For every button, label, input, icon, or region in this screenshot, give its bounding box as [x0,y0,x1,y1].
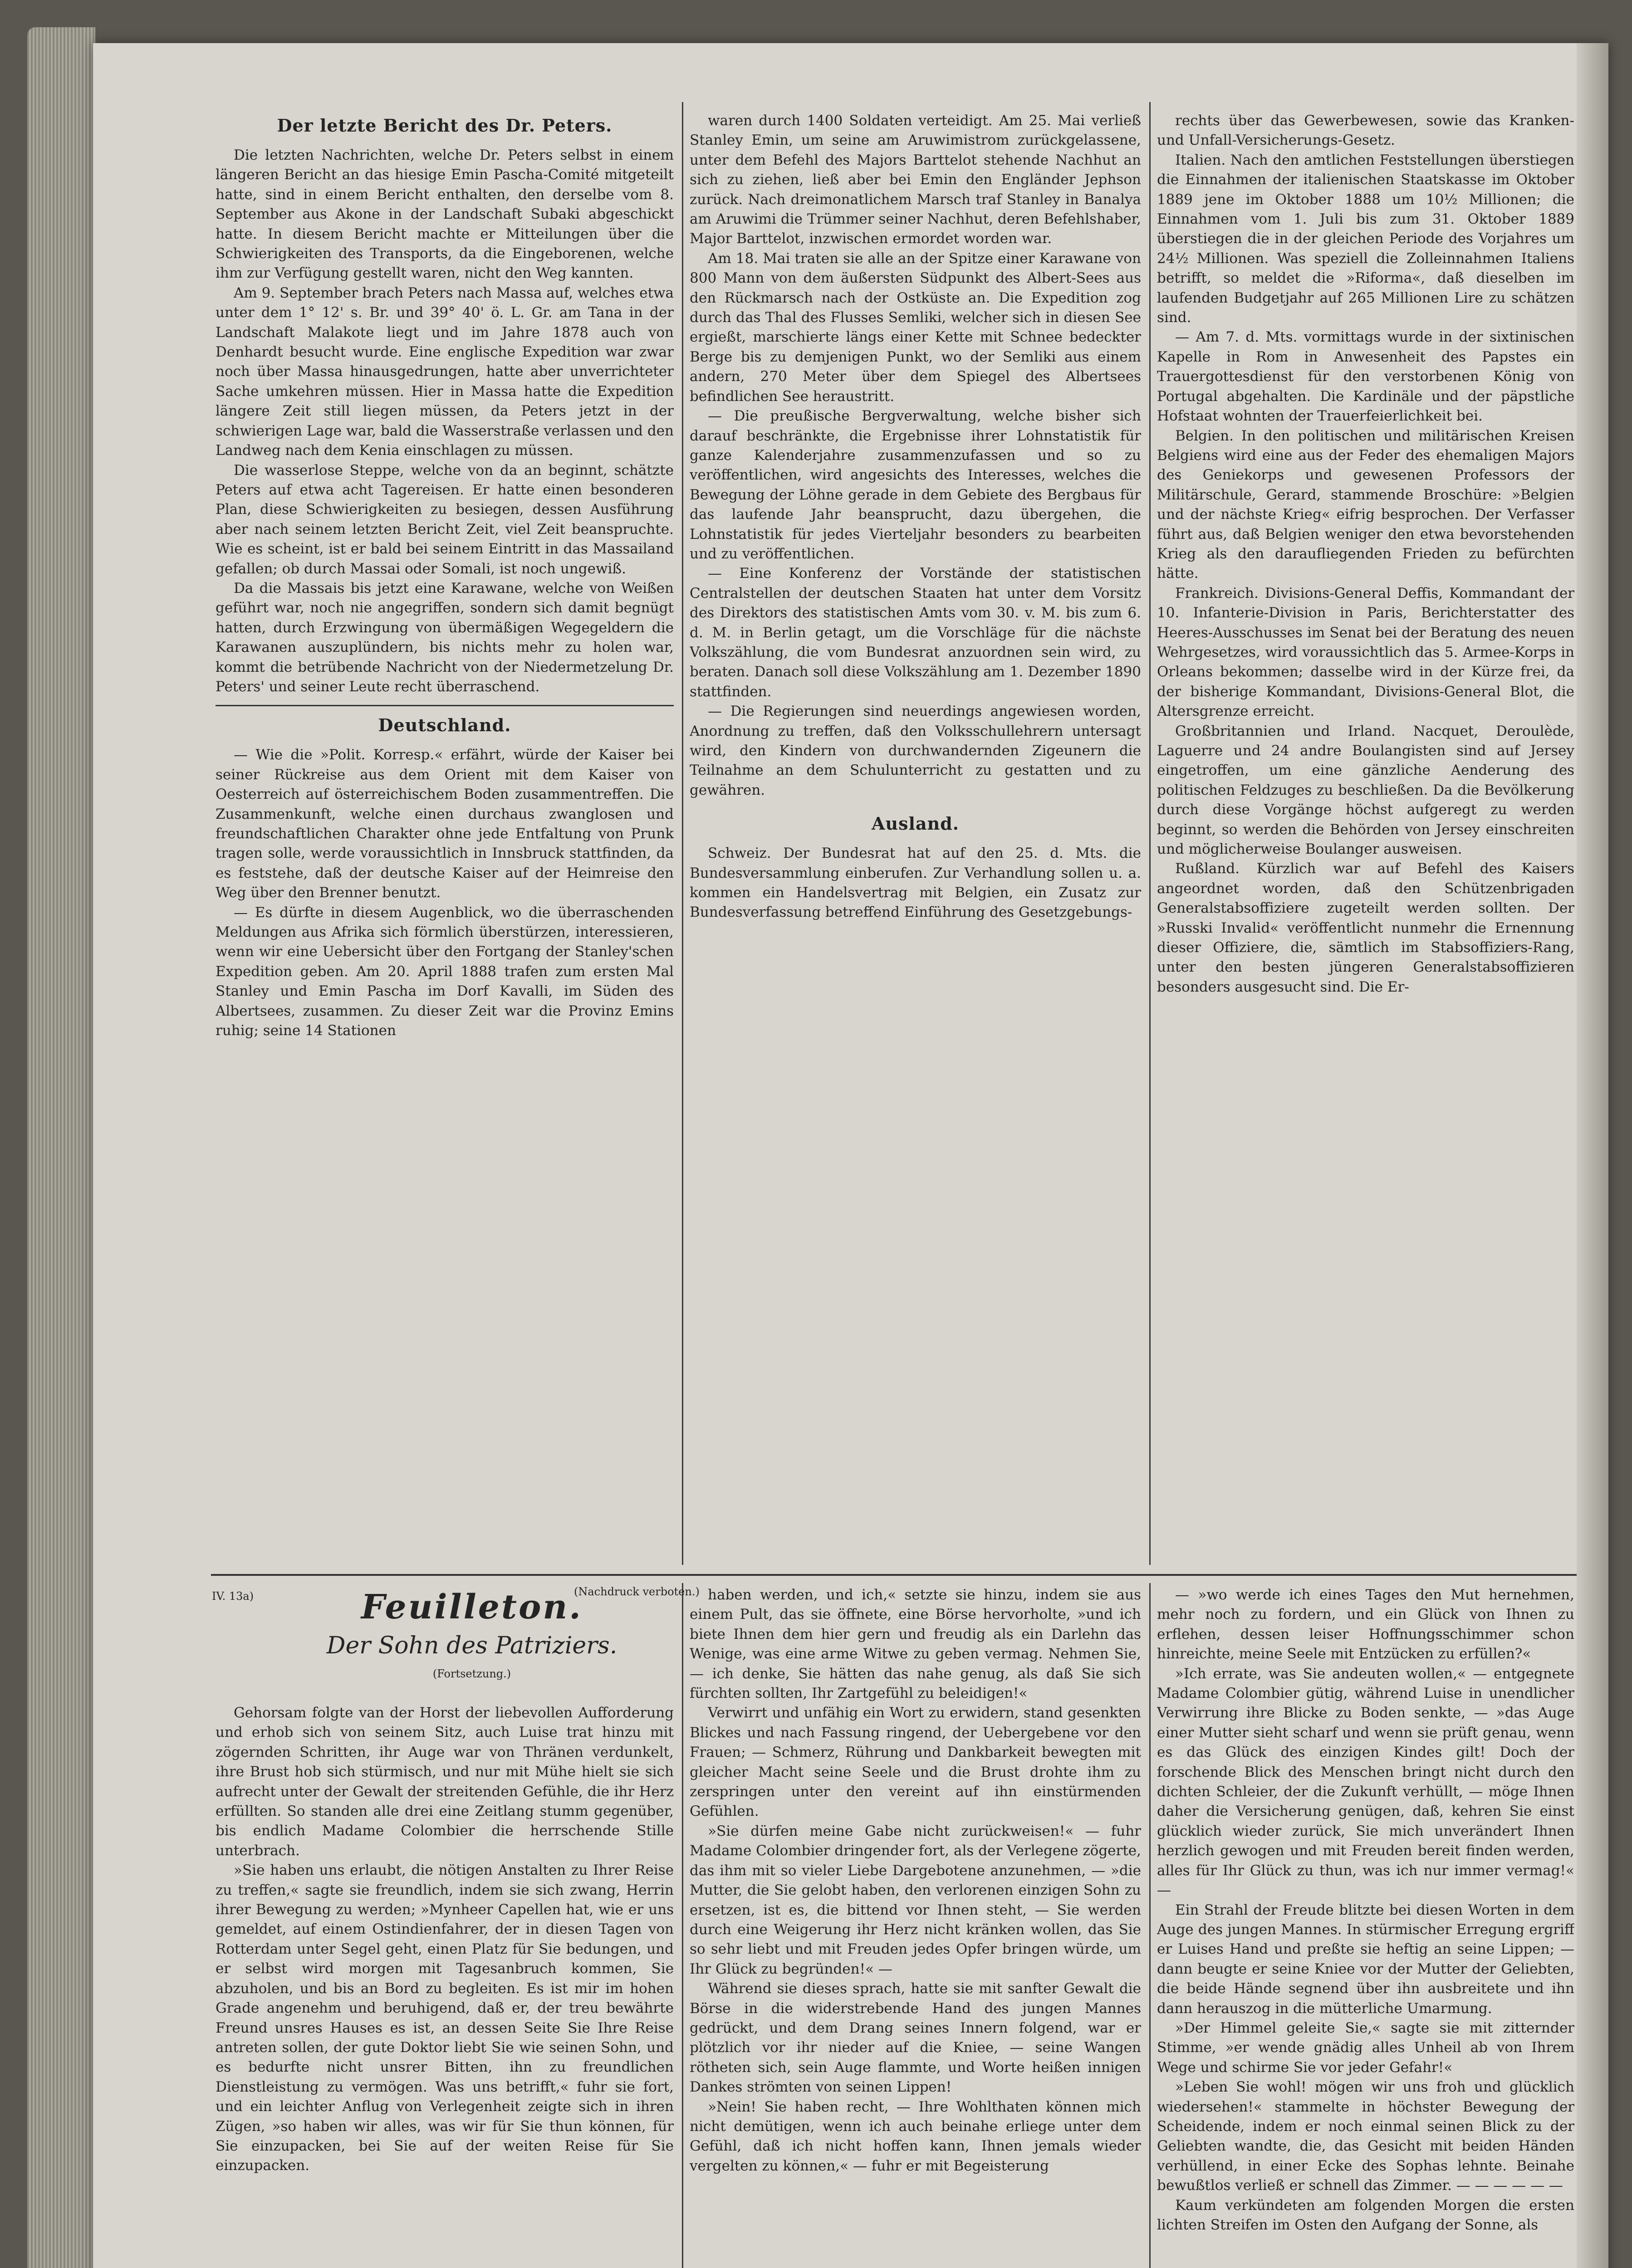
paragraph: rechts über das Gewerbewesen, sowie das Kranken- und Unfall-Versicherungs-Gesetz. [1157,112,1574,149]
paragraph: Ein Strahl der Freude blitzte bei diesen Worten in dem Auge des jungen Mannes. In stürmischer Erregung ergriff er Luises Hand und preßte sie heftig an seine Lippen; — dann beugte er seine Kniee vor der Mutter der Geliebten, die beide Hände segnend über ihn ausbreitete und ihn dann herauszog in die mütterliche Umarmung. [1157,1901,1574,2017]
story-title: Der Sohn des Patriziers. [326,1632,618,1659]
section-separator [216,705,674,706]
paragraph: »Leben Sie wohl! mögen wir uns froh und glücklich wiedersehen!« stammelte in höchster Bewegung der Scheidende, indem er noch einmal seinen Blick zu der Geliebten wandte, die, das Gesicht mit beiden Händen verhüllend, in einer Ecke des Sophas lehnte. Beinahe bewußtlos verließ er schnell das Zimmer. — — — — — — [1157,2079,1574,2194]
article-title-peters: Der letzte Bericht des Dr. Peters. [277,115,613,136]
paragraph: — Die Regierungen sind neuerdings angewiesen worden, Anordnung zu treffen, daß den Volksschullehrern untersagt wird, den Kindern von durchwandernden Zigeunern die Teilnahme an dem Schulunterricht zu gestatten und zu gewähren. [690,703,1141,798]
newspaper-page [93,43,1608,2268]
paragraph: haben werden, und ich,« setzte sie hinzu, indem sie aus einem Pult, das sie öffnete, eine Börse hervorholte, »und ich biete Ihnen dem hier gern und freudig als ein Darlehn das Wenige, was eine arme Witwe zu geben vermag. Nehmen Sie, — ich denke, Sie hätten das nahe genug, als daß Sie sich fürchten sollten, Ihr Zartgefühl zu beleidigen!« [690,1587,1141,1702]
paragraph: — »wo werde ich eines Tages den Mut hernehmen, mehr noch zu fordern, und ein Glück von Ihnen zu erflehen, dessen leiser Hoffnungsschimmer schon hinreichte, meine Seele mit Entzücken zu erfüllen?« [1157,1587,1574,1662]
column-1 [216,111,674,1563]
feuilleton-column-3 [1157,1585,1574,2268]
column-rule [682,1583,683,2268]
section-head-ausland: Ausland. [872,813,959,834]
paragraph: — Es dürfte in diesem Augenblick, wo die überraschenden Meldungen aus Afrika sich förmlich überstürzen, interessieren, wenn wir eine Uebersicht über den Fortgang der Stanley'schen Expedition geben. Am 20. April 1888 trafen zum ersten Mal Stanley und Emin Pascha im Dorf Kavalli, im Süden des Albertsees, zusammen. Zu dieser Zeit war die Provinz Emins ruhig; seine 14 Stationen [216,904,674,1039]
paragraph: Rußland. Kürzlich war auf Befehl des Kaisers angeordnet worden, daß den Schützenbrigaden Generalstabsoffiziere zugeteilt werden sollten. Der »Russki Invalid« veröffentlicht nunmehr die Ernennung dieser Offiziere, die, sämtlich im Stabsoffiziers-Rang, unter den besten jüngeren Generalstabsoffizieren besonders ausgesucht sind. Die Er- [1157,860,1574,995]
column-rule [1149,102,1151,1565]
reprint-note: (Nachdruck verboten.) [574,1585,700,1598]
paragraph: Verwirrt und unfähig ein Wort zu erwidern, stand gesenkten Blickes und nach Fassung ringend, der Uebergebene vor den Frauen; — Schmerz, Rührung und Dankbarkeit bewegten mit gleicher Macht seine Seele und die Brust drohte ihm zu zerspringen unter den vereint auf ihn einstürmenden Gefühlen. [690,1705,1141,1820]
paragraph: Am 9. September brach Peters nach Massa auf, welches etwa unter dem 1° 12' s. Br. und 39° 40' ö. L. Gr. am Tana in der Landschaft Malakote liegt und im Jahre 1878 auch von Denhardt besucht wurde. Eine englische Expedition war zwar noch über Massa hinausgedrungen, hatte aber unverrichteter Sache umkehren müssen. Hier in Massa hatte die Expedition längere Zeit still liegen müssen, da Peters jetzt in der schwierigen Lage war, bald die Wasserstraße verlassen und den Landweg nach dem Kenia einschlagen zu müssen. [216,284,674,459]
paragraph: Kaum verkündeten am folgenden Morgen die ersten lichten Streifen im Osten den Aufgang der Sonne, als [1157,2197,1574,2233]
paragraph: Italien. Nach den amtlichen Feststellungen überstiegen die Einnahmen der italienischen Staatskasse im Oktober 1889 jene im Oktober 1888 um 10½ Millionen; die Einnahmen vom 1. Juli bis zum 31. Oktober 1889 überstiegen die in der gleichen Periode des Vorjahres um 24½ Millionen. Was speziell die Zolleinnahmen Italiens betrifft, so meldet die »Riforma«, daß dieselben im laufenden Budgetjahr auf 265 Millionen Lire zu schätzen sind. [1157,152,1574,326]
paragraph: »Nein! Sie haben recht, — Ihre Wohlthaten können mich nicht demütigen, wenn ich auch beinahe erliege unter dem Gefühl, daß ich nicht hoffen kann, Ihnen jemals wieder vergelten zu können,« — fuhr er mit Begeisterung [690,2098,1141,2174]
paragraph: Großbritannien und Irland. Nacquet, Deroulède, Laguerre und 24 andre Boulangisten sind auf Jersey eingetroffen, um eine gänzliche Aenderung des politischen Feldzuges zu beschließen. Da die Bevölkerung durch diese Vorgänge höchst aufgeregt zu werden beginnt, so werden die Behörden von Jersey einschreiten und möglicherweise Boulanger ausweisen. [1157,723,1574,858]
continued-note: (Fortsetzung.) [432,1667,511,1680]
paragraph: Die letzten Nachrichten, welche Dr. Peters selbst in einem längeren Bericht an das hiesige Emin Pascha-Comité mitgeteilt hatte, sind in einem Bericht enthalten, den derselbe vom 8. September aus Akone in der Landschaft Subaki abgeschickt hatte. In diesem Bericht machte er Mitteilungen über die Schwierigkeiten des Transports, da die Eingeborenen, welche ihm zur Verfügung gestellt waren, nicht den Weg kannten. [216,147,674,282]
paragraph: Die wasserlose Steppe, welche von da an beginnt, schätzte Peters auf etwa acht Tagereisen. Er hatte einen besonderen Plan, diese Schwierigkeiten zu besiegen, dessen Ausführung aber nach seinem letzten Bericht Zeit, viel Zeit beanspruchte. Wie es scheint, ist er bald bei seinem Eintritt in das Massailand gefallen; ob durch Massai oder Somali, ist noch ungewiß. [216,462,674,577]
column-2 [690,111,1141,1563]
page-gutter-shadow [1577,43,1608,2268]
paragraph: Da die Massais bis jetzt eine Karawane, welche von Weißen geführt war, noch nie angegriffen, sondern sich damit begnügt hatten, durch Erzwingung von übermäßigen Wegegeldern die Karawanen auszuplündern, bis nichts mehr zu holen war, kommt die betrübende Nachricht von der Niedermetzelung Dr. Peters' und seiner Leute recht überraschend. [216,580,674,695]
feuilleton-header [216,1588,728,1680]
paragraph: »Sie haben uns erlaubt, die nötigen Anstalten zu Ihrer Reise zu treffen,« sagte sie freundlich, indem sie sich zwang, Herrin ihrer Bewegung zu werden; »Mynheer Capellen hat, wie er uns gemeldet, auf einem Ostindienfahrer, der in diesen Tagen von Rotterdam unter Segel geht, einen Platz für Sie bedungen, und er selbst wird morgen mit Tagesanbruch kommen, Sie abzuholen, und bis an Bord zu begleiten. Es ist mir im hohen Grade angenehm und beruhigend, daß er, der treu bewährte Freund unsres Hauses es ist, an dessen Seite Sie Ihre Reise antreten sollen, der gute Doktor liebt Sie wie seinen Sohn, und es bedurfte nicht unsrer Bitten, ihn zu freundlichen Dienstleistung zu vermögen. Was uns betrifft,« fuhr sie fort, und ein leichter Anflug von Verlegenheit zeigte sich in ihren Zügen, »so haben wir alles, was wir für Sie thun können, für Sie einzupacken, bei Sie auf der weiten Reise für Sie einzupacken. [216,1862,674,2174]
paragraph: »Sie dürfen meine Gabe nicht zurückweisen!« — fuhr Madame Colombier dringender fort, als der Verlegene zögerte, das ihm mit so vieler Liebe Dargebotene anzunehmen, — »die Mutter, die Sie gelobt haben, den verlorenen einzigen Sohn zu ersetzen, ist es, die bittend vor Ihnen steht, — Sie werden durch eine Weigerung ihr Herz nicht kränken wollen, das Sie so sehr liebt und mit Freuden jedes Opfer bringen würde, um Ihr Glück zu begründen!« — [690,1823,1141,1977]
feuilleton-divider [211,1574,1577,1576]
section-head-deutschland: Deutschland. [378,715,511,736]
feuilleton-column-1 [216,1703,674,2268]
book-page-edges [27,27,95,2268]
paragraph: Am 18. Mai traten sie alle an der Spitze einer Karawane von 800 Mann von dem äußersten Südpunkt des Albert-Sees aus den Rückmarsch nach der Ostküste an. Die Expedition zog durch das Thal des Flusses Semliki, welcher sich in diesen See ergießt, marschierte längs einer Kette mit Schnee bedeckter Berge bis zu demjenigen Punkt, wo der Semliki aus einem andern, 270 Meter über dem Spiegel des Albertsees befindlichen See heraustritt. [690,250,1141,405]
paragraph: — Am 7. d. Mts. vormittags wurde in der sixtinischen Kapelle in Rom in Anwesenheit des Papstes ein Trauergottesdienst für den verstorbenen König von Portugal abgehalten. Die Kardinäle und der päpstliche Hofstaat wohnten der Trauerfeierlichkeit bei. [1157,329,1574,425]
column-rule [1149,1583,1151,2268]
paragraph: waren durch 1400 Soldaten verteidigt. Am 25. Mai verließ Stanley Emin, um seine am Aruwimistrom zurückgelassene, unter dem Befehl des Majors Barttelot stehende Nachhut an sich zu ziehen, ließ aber bei Emin den Engländer Jephson zurück. Nach dreimonatlichem Marsch traf Stanley in Banalya am Aruwimi die Trümmer seiner Nachhut, deren Befehlshaber, Major Barttelot, inzwischen ermordet worden war. [690,112,1141,247]
column-rule [682,102,683,1565]
paragraph: Gehorsam folgte van der Horst der liebevollen Aufforderung und erhob sich von seinem Sitz, auch Luise trat hinzu mit zögernden Schritten, ihr Auge war von Thränen verdunkelt, ihre Brust hob sich stürmisch, und nur mit Mühe hielt sie sich aufrecht unter der Gewalt der streitenden Gefühle, die ihr Herz erfüllten. So standen alle drei eine Zeitlang stumm gegenüber, bis endlich Madame Colombier die herrschende Stille unterbrach. [216,1705,674,1859]
paragraph: »Ich errate, was Sie andeuten wollen,« — entgegnete Madame Colombier gütig, während Luise in unendlicher Verwirrung ihre Blicke zu Boden senkte, — »das Auge einer Mutter sieht scharf und wenn sie prüft genau, wenn es das Glück des einzigen Kindes gilt! Doch der forschende Blick des Menschen bringt nicht durch den dichten Schleier, der die Zukunft verhüllt, — möge Ihnen daher die Versicherung genügen, daß, kehren Sie einst glücklich wieder zurück, Sie mich unverändert Ihnen herzlich gewogen und mit Freuden bereit finden werden, alles für Ihr Glück zu thun, was ich nur immer vermag!« — [1157,1665,1574,1899]
issue-tag: IV. 13a) [212,1590,254,1603]
feuilleton-column-2 [690,1585,1141,2268]
feuilleton-title: Feuilleton. [361,1588,583,1627]
paragraph: Schweiz. Der Bundesrat hat auf den 25. d. Mts. die Bundesversammlung einberufen. Zur Verhandlung sollen u. a. kommen ein Handelsvertrag mit Belgien, ein Zusatz zur Bundesverfassung betreffend Einführung des Gesetzgebungs- [690,845,1141,921]
paragraph: »Der Himmel geleite Sie,« sagte sie mit zitternder Stimme, »er wende gnädig alles Unheil ab von Ihrem Wege und schirme Sie vor jeder Gefahr!« [1157,2019,1574,2076]
paragraph: — Die preußische Bergverwaltung, welche bisher sich darauf beschränkte, die Ergebnisse ihrer Lohnstatistik für ganze Kalenderjahre zusammenzufassen und so zu veröffentlichen, wird angesichts des Interesses, welches die Bewegung der Löhne gerade in dem Gebiete des Bergbaus für das laufende Jahr beansprucht, dazu übergehen, die Lohnstatistik für jedes Vierteljahr besonders zu bearbeiten und zu veröffentlichen. [690,408,1141,562]
column-3 [1157,111,1574,1563]
paragraph: Während sie dieses sprach, hatte sie mit sanfter Gewalt die Börse in die widerstrebende Hand des jungen Mannes gedrückt, und dem Drang seines Innern folgend, war er plötzlich vor ihr nieder auf die Kniee, — seine Wangen rötheten sich, sein Auge flammte, und Worte heißen innigen Dankes strömten von seinen Lippen! [690,1980,1141,2096]
paragraph: — Eine Konferenz der Vorstände der statistischen Centralstellen der deutschen Staaten hat unter dem Vorsitz des Direktors des statistischen Amts vom 30. v. M. bis zum 6. d. M. in Berlin getagt, um die Vorschläge für die nächste Volkszählung, die vom Bundesrat anzuordnen sein wird, zu beraten. Danach soll diese Volkszählung am 1. Dezember 1890 stattfinden. [690,565,1141,700]
paragraph: Frankreich. Divisions-General Deffis, Kommandant der 10. Infanterie-Division in Paris, Berichterstatter des Heeres-Ausschusses im Senat bei der Beratung des neuen Wehrgesetzes, wird voraussichtlich das 5. Armee-Korps in Orleans bekommen; dasselbe wird in der Kürze frei, da der bisherige Kommandant, Divisions-General Blot, die Altersgrenze erreicht. [1157,585,1574,720]
paragraph: — Wie die »Polit. Korresp.« erfährt, würde der Kaiser bei seiner Rückreise aus dem Orient mit dem Kaiser von Oesterreich auf österreichischem Boden zusammentreffen. Die Zusammenkunft, welche einen durchaus zwanglosen und freundschaftlichen Charakter ohne jede Entfaltung von Prunk tragen solle, werde voraussichtlich in Innsbruck stattfinden, da es feststehe, daß der deutsche Kaiser auf der Heimreise den Weg über den Brenner benutzt. [216,747,674,901]
paragraph: Belgien. In den politischen und militärischen Kreisen Belgiens wird eine aus der Feder des ehemaligen Majors des Geniekorps und gewesenen Professors der Militärschule, Gerard, stammende Broschüre: »Belgien und der nächste Krieg« eifrig besprochen. Der Verfasser führt aus, daß Belgien weniger den etwa bevorstehenden Krieg als den daraufliegenden Frieden zu befürchten hätte. [1157,427,1574,582]
